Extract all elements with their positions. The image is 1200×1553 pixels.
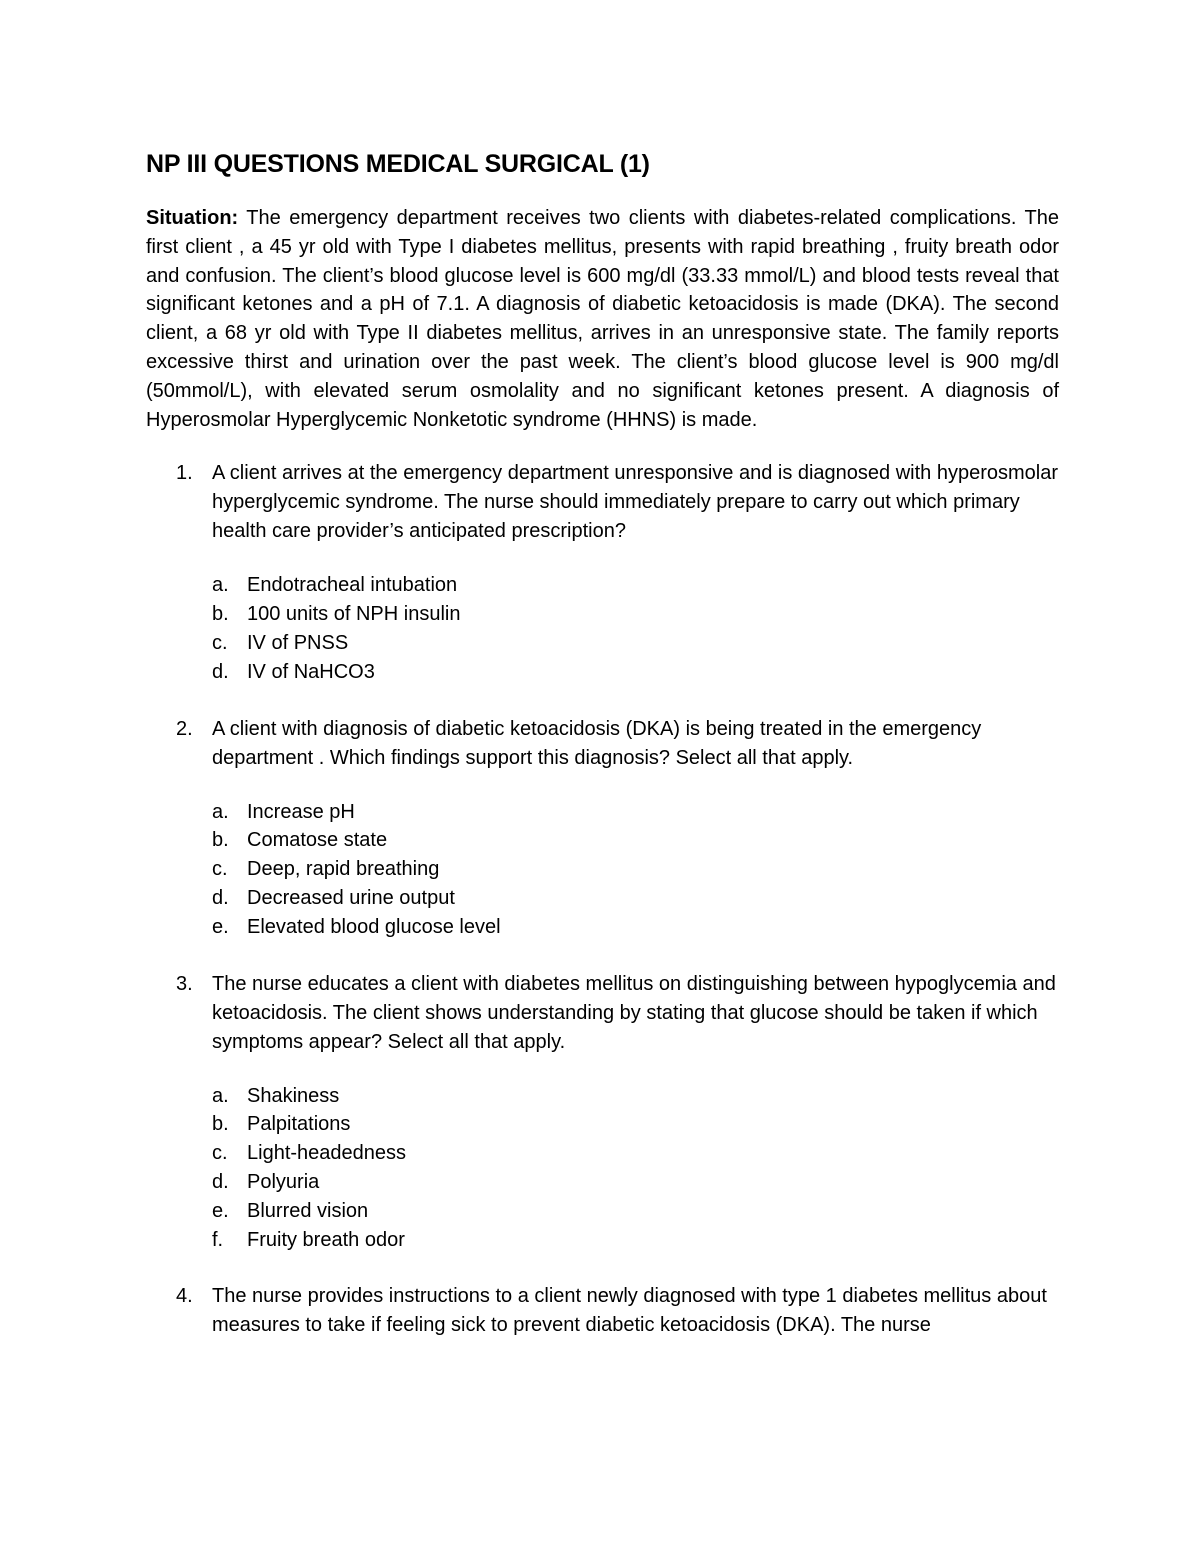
option-letter: b. xyxy=(212,603,229,626)
option-text: Deep, rapid breathing xyxy=(247,858,440,881)
situation-paragraph xyxy=(146,204,1059,434)
answer-option xyxy=(212,1168,1059,1197)
option-text: Blurred vision xyxy=(247,1199,369,1222)
option-letter: d. xyxy=(212,660,229,683)
question-text: The nurse educates a client with diabetes mellitus on distinguishing between hypoglycemia and ketoacidosis. The client shows understanding by stating that glucose should be taken if which symptoms appear? Select all that apply. xyxy=(212,972,1056,1053)
option-text: Endotracheal intubation xyxy=(247,574,458,597)
option-text: Polyuria xyxy=(247,1170,320,1193)
option-text: IV of NaHCO3 xyxy=(247,660,375,683)
option-letter: e. xyxy=(212,1199,229,1222)
option-letter: d. xyxy=(212,886,229,909)
answer-option xyxy=(212,884,1059,913)
option-letter: a. xyxy=(212,1084,229,1107)
option-letter: c. xyxy=(212,1142,228,1165)
question-text: A client arrives at the emergency department unresponsive and is diagnosed with hyperosmolar hyperglycemic syndrome. The nurse should immediately prepare to carry out which primary health care provider’s anticipated prescription? xyxy=(212,462,1059,543)
answer-option xyxy=(212,658,1059,687)
question-text: The nurse provides instructions to a client newly diagnosed with type 1 diabetes mellitus about measures to take if feeling sick to prevent diabetic ketoacidosis (DKA). The nurse xyxy=(212,1285,1047,1337)
option-letter: b. xyxy=(212,829,229,852)
question-text: A client with diagnosis of diabetic ketoacidosis (DKA) is being treated in the emergency department . Which findings support this diagnosis? Select all that apply. xyxy=(212,717,982,769)
option-list xyxy=(212,571,1059,686)
option-text: 100 units of NPH insulin xyxy=(247,603,461,626)
answer-option xyxy=(212,600,1059,629)
document-content xyxy=(146,148,1059,1368)
option-text: IV of PNSS xyxy=(247,631,349,654)
option-letter: b. xyxy=(212,1113,229,1136)
question-number: 1. xyxy=(176,462,193,485)
question-number: 4. xyxy=(176,1285,193,1308)
option-list xyxy=(212,798,1059,942)
option-text: Fruity breath odor xyxy=(247,1228,405,1251)
answer-option xyxy=(212,855,1059,884)
answer-option xyxy=(212,826,1059,855)
option-text: Elevated blood glucose level xyxy=(247,915,501,938)
option-text: Shakiness xyxy=(247,1084,340,1107)
option-letter: c. xyxy=(212,631,228,654)
option-text: Decreased urine output xyxy=(247,886,455,909)
answer-option xyxy=(212,1139,1059,1168)
answer-option xyxy=(212,1110,1059,1139)
option-text: Light-headedness xyxy=(247,1142,407,1165)
option-text: Comatose state xyxy=(247,829,388,852)
question-item xyxy=(146,970,1059,1255)
question-list xyxy=(146,459,1059,1340)
option-text: Increase pH xyxy=(247,800,355,823)
answer-option xyxy=(212,1226,1059,1255)
answer-option xyxy=(212,571,1059,600)
question-item xyxy=(146,459,1059,686)
option-letter: a. xyxy=(212,800,229,823)
answer-option xyxy=(212,798,1059,827)
situation-text: The emergency department receives two clients with diabetes-related complications. The first client , a 45 yr old with Type I diabetes mellitus, presents with rapid breathing , fruity breath odor and confusion. The client’s blood glucose level is 600 mg/dl (33.33 mmol/L) and blood tests reveal that significant ketones and a pH of 7.1. A diagnosis of diabetic ketoacidosis is made (DKA). The second client, a 68 yr old with Type II diabetes mellitus, arrives in an unresponsive state. The family reports excessive thirst and urination over the past week. The client’s blood glucose level is 900 mg/dl (50mmol/L), with elevated serum osmolality and no significant ketones present. A diagnosis of Hyperosmolar Hyperglycemic Nonketotic syndrome (HHNS) is made. xyxy=(146,207,1059,431)
option-letter: f. xyxy=(212,1228,224,1251)
option-letter: c. xyxy=(212,858,228,881)
question-number: 2. xyxy=(176,717,193,740)
option-text: Palpitations xyxy=(247,1113,351,1136)
question-item xyxy=(146,1282,1059,1340)
answer-option xyxy=(212,1082,1059,1111)
answer-option xyxy=(212,1197,1059,1226)
answer-option xyxy=(212,629,1059,658)
question-item xyxy=(146,715,1059,942)
option-letter: a. xyxy=(212,574,229,597)
document-title: NP III QUESTIONS MEDICAL SURGICAL (1) xyxy=(146,150,650,178)
option-letter: d. xyxy=(212,1170,229,1193)
option-letter: e. xyxy=(212,915,229,938)
answer-option xyxy=(212,913,1059,942)
question-number: 3. xyxy=(176,972,193,995)
situation-label: Situation: xyxy=(146,207,239,229)
option-list xyxy=(212,1082,1059,1255)
